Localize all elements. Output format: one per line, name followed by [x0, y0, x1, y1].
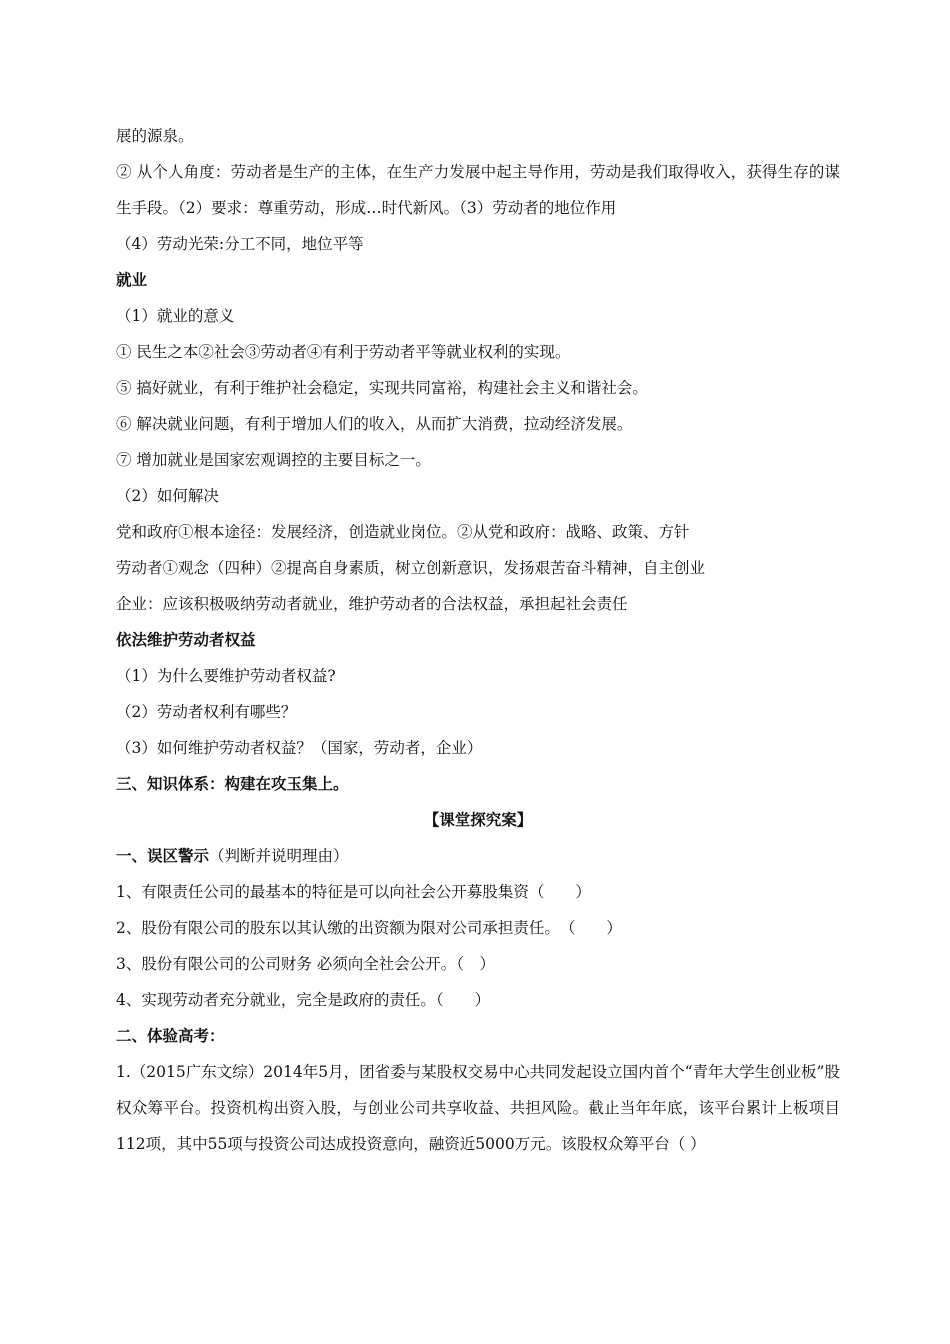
- misconception-heading-note: （判断并说明理由）: [209, 847, 349, 865]
- text-line: 企业：应该积极吸纳劳动者就业，维护劳动者的合法权益，承担起社会责任: [116, 595, 628, 613]
- exam-question: 1.（2015广东文综）2014年5月，团省委与某股权交易中心共同发起设立国内首个“青年大学生创业板”股权众筹平台。投资机构出资入股，与创业公司共享收益、共担风险。截止当年年底，该平台累计上板项目112项，其中55项与投资公司达成投资意向，融资近5000万元。该股权众筹平台（ ）: [116, 1063, 840, 1153]
- misconception-heading: [116, 838, 840, 874]
- text-line: （2）劳动者权利有哪些？: [116, 703, 297, 721]
- text-line: （3）如何维护劳动者权益？（国家，劳动者，企业）: [116, 739, 483, 757]
- text-line: ① 民生之本②社会③劳动者④有利于劳动者平等就业权利的实现。: [116, 343, 571, 361]
- text-line: ⑥ 解决就业问题，有利于增加人们的收入，从而扩大消费，拉动经济发展。: [116, 415, 633, 433]
- question-item: 3、股份有限公司的公司财务 必须向全社会公开。（ ）: [116, 955, 496, 973]
- text-line: 劳动者①观念（四种）②提高自身素质，树立创新意识，发扬艰苦奋斗精神，自主创业: [116, 559, 706, 577]
- question-item: 1、有限责任公司的最基本的特征是可以向社会公开募股集资（ ）: [116, 883, 591, 901]
- misconception-heading-bold: 一、误区警示: [116, 847, 210, 865]
- section-title-class-inquiry: 【课堂探究案】: [423, 811, 533, 829]
- section-heading-knowledge: 三、知识体系：构建在攻玉集上。: [116, 775, 349, 793]
- text-paragraph: ② 从个人角度：劳动者是生产的主体，在生产力发展中起主导作用，劳动是我们取得收入，获得生存的谋生手段。（2）要求：尊重劳动，形成…时代新风。（3）劳动者的地位作用: [116, 163, 840, 217]
- section-heading-rights: 依法维护劳动者权益: [116, 631, 256, 649]
- section-heading-employment: 就业: [116, 271, 148, 289]
- text-line: 展的源泉。: [116, 127, 194, 145]
- question-item: 4、实现劳动者充分就业，完全是政府的责任。（ ）: [116, 991, 491, 1009]
- text-line: 党和政府①根本途径：发展经济，创造就业岗位。②从党和政府：战略、政策、方针: [116, 523, 690, 541]
- document-page: [116, 118, 840, 1162]
- section-heading-exam: 二、体验高考：: [116, 1027, 225, 1045]
- question-item: 2、股份有限公司的股东以其认缴的出资额为限对公司承担责任。 （ ）: [116, 919, 622, 937]
- text-line: ⑤ 搞好就业，有利于维护社会稳定，实现共同富裕，构建社会主义和谐社会。: [116, 379, 648, 397]
- text-line: （4）劳动光荣:分工不同，地位平等: [116, 235, 364, 253]
- text-line: （1）为什么要维护劳动者权益?: [116, 667, 336, 685]
- text-line: （2）如何解决: [116, 487, 219, 505]
- text-line: （1）就业的意义: [116, 307, 235, 325]
- text-line: ⑦ 增加就业是国家宏观调控的主要目标之一。: [116, 451, 431, 469]
